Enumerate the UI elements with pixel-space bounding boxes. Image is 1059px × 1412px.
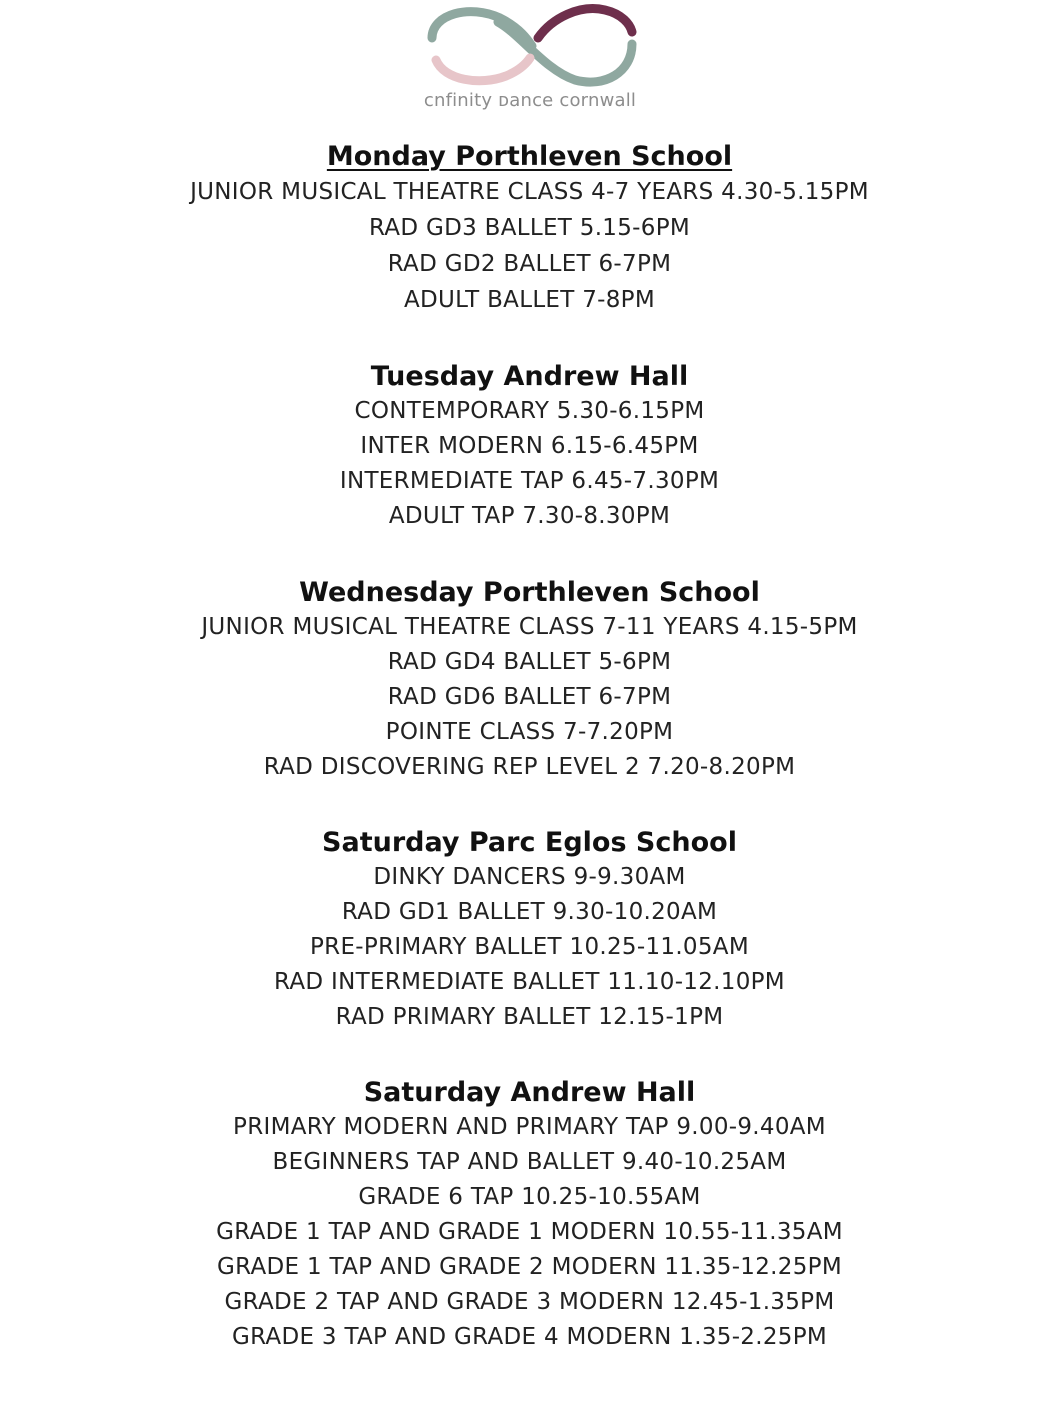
class-item: JUNIOR MUSICAL THEATRE CLASS 4-7 YEARS 4.30-5.15PM: [190, 179, 869, 205]
class-item: CONTEMPORARY 5.30-6.15PM: [354, 398, 705, 424]
day-heading: Tuesday Andrew Hall: [370, 361, 689, 392]
class-item: RAD PRIMARY BALLET 12.15-1PM: [335, 1004, 724, 1030]
class-item: DINKY DANCERS 9-9.30AM: [373, 864, 686, 890]
class-item: INTERMEDIATE TAP 6.45-7.30PM: [339, 468, 720, 494]
class-item: ADULT BALLET 7-8PM: [404, 287, 655, 313]
infinity-dance-cornwall-logo: [410, 0, 650, 122]
class-item: RAD INTERMEDIATE BALLET 11.10-12.10PM: [274, 969, 785, 995]
class-item: PRIMARY MODERN AND PRIMARY TAP 9.00-9.40AM: [233, 1114, 826, 1140]
section-wednesday-porthleven-school: [0, 576, 1059, 785]
class-item: INTER MODERN 6.15-6.45PM: [360, 433, 699, 459]
day-heading: Saturday Andrew Hall: [363, 1077, 696, 1108]
class-item: RAD GD2 BALLET 6-7PM: [387, 251, 672, 277]
infinity-logo-icon: [410, 0, 650, 95]
class-item: JUNIOR MUSICAL THEATRE CLASS 7-11 YEARS 4.15-5PM: [201, 614, 858, 640]
class-item: BEGINNERS TAP AND BALLET 9.40-10.25AM: [272, 1149, 787, 1175]
class-item: RAD GD3 BALLET 5.15-6PM: [368, 215, 691, 241]
class-item: PRE-PRIMARY BALLET 10.25-11.05AM: [310, 934, 749, 960]
section-monday-porthleven-school: [0, 140, 1059, 318]
class-item: RAD GD4 BALLET 5-6PM: [387, 649, 672, 675]
class-item: GRADE 1 TAP AND GRADE 2 MODERN 11.35-12.25PM: [217, 1254, 842, 1280]
section-tuesday-andrew-hall: [0, 360, 1059, 534]
day-heading: Wednesday Porthleven School: [299, 577, 760, 608]
class-item: RAD GD1 BALLET 9.30-10.20AM: [341, 899, 718, 925]
day-heading: Monday Porthleven School: [326, 141, 733, 172]
section-saturday-parc-eglos-school: [0, 826, 1059, 1035]
class-item: GRADE 1 TAP AND GRADE 1 MODERN 10.55-11.35AM: [216, 1219, 843, 1245]
class-item: ADULT TAP 7.30-8.30PM: [388, 503, 671, 529]
day-heading: Saturday Parc Eglos School: [322, 827, 737, 858]
class-item: POINTE CLASS 7-7.20PM: [385, 719, 674, 745]
class-item: RAD GD6 BALLET 6-7PM: [387, 684, 672, 710]
class-item: GRADE 3 TAP AND GRADE 4 MODERN 1.35-2.25PM: [231, 1324, 828, 1350]
class-item: GRADE 2 TAP AND GRADE 3 MODERN 12.45-1.35PM: [224, 1289, 835, 1315]
section-saturday-andrew-hall: [0, 1076, 1059, 1355]
class-item: RAD DISCOVERING REP LEVEL 2 7.20-8.20PM: [263, 754, 796, 780]
class-item: GRADE 6 TAP 10.25-10.55AM: [358, 1184, 701, 1210]
logo-wordmark: ᴄnfinity ᴅance ᴄornwall: [423, 90, 637, 111]
